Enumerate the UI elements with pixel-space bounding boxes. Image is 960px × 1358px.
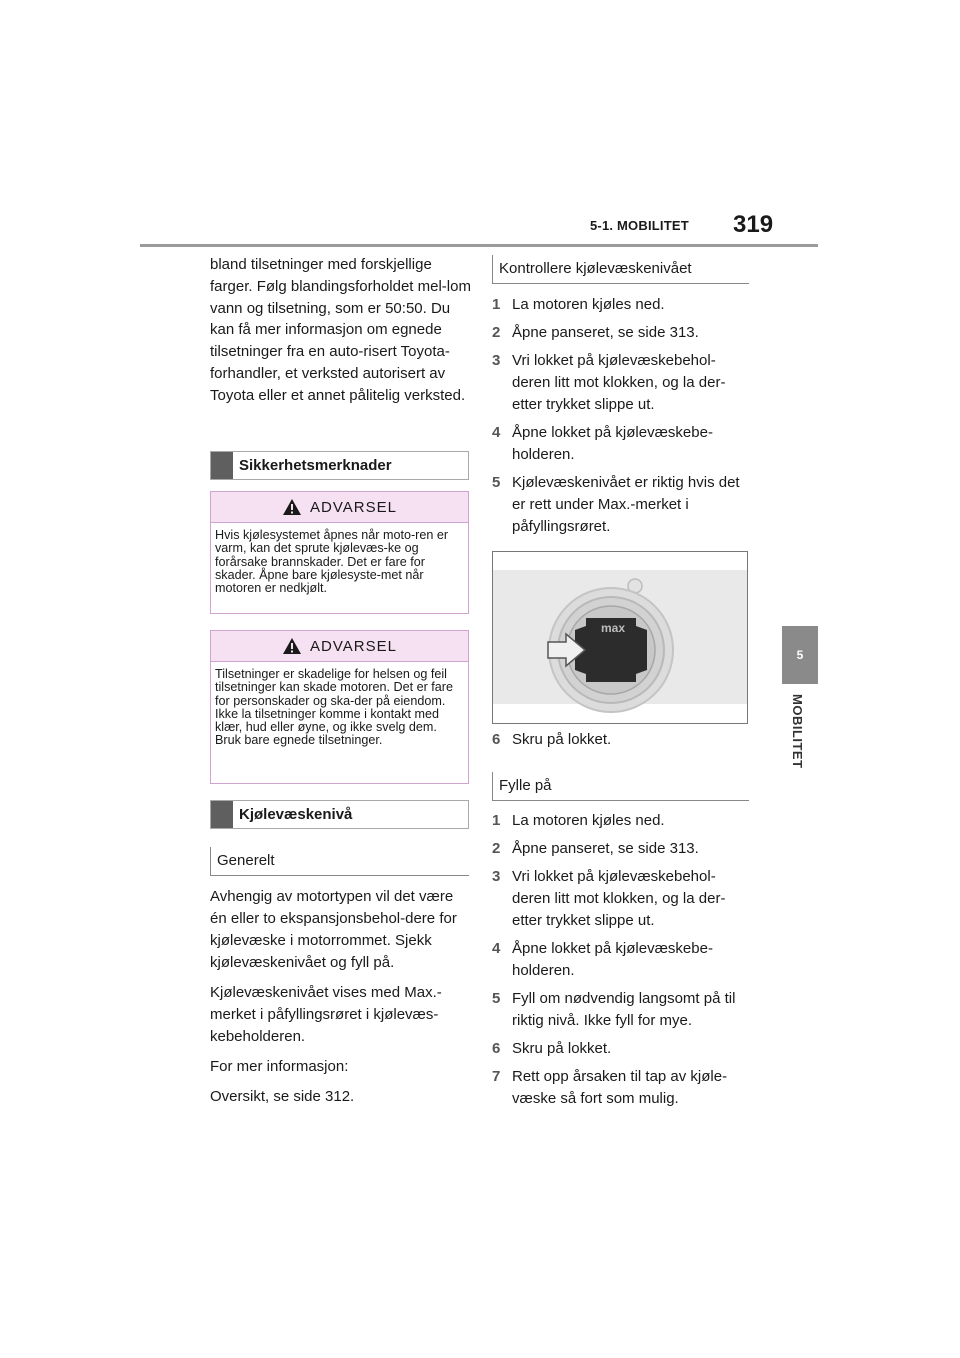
step-number: 6 (492, 731, 501, 748)
fill-subheading: Fylle på (492, 772, 749, 801)
step-number: 7 (492, 1068, 501, 1085)
max-mark: max (600, 621, 626, 635)
step-item (492, 472, 754, 538)
paragraph: Kjølevæskenivået vises med Max.-merket i påfyllingsrøret i kjølevæs-kebeholderen. (210, 984, 442, 1045)
step-text: Vri lokket på kjølevæskebehol-deren litt mot klokken, og la der-etter trykket slippe ut. (512, 352, 726, 413)
step-text: Rett opp årsaken til tap av kjøle-væske så fort som mulig. (512, 1068, 728, 1107)
step-item (492, 938, 754, 982)
intro-paragraph: bland tilsetninger med forskjellige farger. Følg blandingsforholdet mel-lom vann og tilsetning, som er 50:50. Du kan få mer informasjon om egnede tilsetninger fra en auto-risert Toyota-forhandler, et verksted autorisert av Toyota eller et annet pålitelig verksted. (210, 256, 471, 404)
step-number: 4 (492, 424, 501, 441)
warning-triangle-icon (282, 637, 302, 655)
chapter-number: 5 (796, 648, 804, 662)
step-text: Åpne panseret, se side 313. (512, 324, 699, 341)
step-text: Skru på lokket. (512, 1040, 612, 1057)
coolant-reservoir-figure (492, 551, 748, 724)
paragraph: For mer informasjon: (210, 1058, 349, 1075)
heading-marker (211, 801, 233, 828)
header-divider (140, 244, 818, 247)
step-number: 1 (492, 296, 501, 313)
step-text: Vri lokket på kjølevæskebehol-deren litt mot klokken, og la der-etter trykket slippe ut. (512, 868, 726, 929)
heading-marker (211, 452, 233, 479)
chapter-label: MOBILITET (790, 694, 805, 769)
step-number: 2 (492, 324, 501, 341)
step-item (492, 729, 754, 751)
step-text: Åpne lokket på kjølevæskebe-holderen. (512, 424, 713, 463)
step-number: 1 (492, 812, 501, 829)
step-text: Fyll om nødvendig langsomt på til riktig nivå. Ikke fyll for mye. (512, 990, 736, 1029)
step-item (492, 322, 754, 344)
warning-header (211, 631, 468, 662)
step-number: 2 (492, 840, 501, 857)
step-text: Åpne panseret, se side 313. (512, 840, 699, 857)
step-text: La motoren kjøles ned. (512, 812, 665, 829)
warning-title: ADVARSEL (310, 637, 397, 655)
warning-text: Hvis kjølesystemet åpnes når moto-ren er varm, kan det sprute kjølevæs-ke og forårsake brannskader. Det er fare for skader. Åpne bare kjølesyste-met når motoren er nedkjølt. (215, 528, 449, 596)
step-number: 6 (492, 1040, 501, 1057)
warning-text: Tilsetninger er skadelige for helsen og feil tilsetninger kan skade motoren. Det er fare for personskader og ska-der på eiendom. Ikke la tilsetninger komme i kontakt med klær, hud eller øyne, og ikke svelg dem. Bruk bare egnede tilsetninger. (215, 667, 454, 748)
step-item (492, 294, 754, 316)
step-number: 3 (492, 352, 501, 369)
general-subheading: Generelt (210, 847, 469, 876)
step-item (492, 988, 754, 1032)
step-text: Kjølevæskenivået er riktig hvis det er rett under Max.-merket i påfyllingsrøret. (512, 474, 740, 535)
step-text: Åpne lokket på kjølevæskebe-holderen. (512, 940, 713, 979)
warning-box-2 (210, 630, 469, 784)
check-steps (492, 294, 754, 544)
level-heading-text: Kjølevæskenivå (239, 806, 353, 823)
check-step-6 (492, 729, 754, 757)
paragraph: Oversikt, se side 312. (210, 1088, 355, 1105)
step-item (492, 838, 754, 860)
chapter-tab (782, 626, 818, 684)
warning-triangle-icon (282, 498, 302, 516)
safety-heading (210, 451, 469, 480)
general-body (210, 886, 472, 1116)
step-item (492, 810, 754, 832)
step-text: La motoren kjøles ned. (512, 296, 665, 313)
step-number: 4 (492, 940, 501, 957)
step-number: 5 (492, 474, 501, 491)
warning-header (211, 492, 468, 523)
step-item (492, 350, 754, 416)
warning-title: ADVARSEL (310, 498, 397, 516)
step-number: 5 (492, 990, 501, 1007)
check-subheading: Kontrollere kjølevæskenivået (492, 255, 749, 284)
safety-heading-text: Sikkerhetsmerknader (239, 457, 392, 474)
step-item (492, 866, 754, 932)
paragraph: Avhengig av motortypen vil det være én eller to ekspansjonsbehol-dere for kjølevæske i motorrommet. Sjekk kjølevæskenivået og fyll på. (210, 888, 457, 971)
page-number: 319 (733, 211, 774, 238)
level-heading (210, 800, 469, 829)
section-title: 5-1. MOBILITET (590, 218, 689, 233)
step-item (492, 1038, 754, 1060)
coolant-cap-illustration (493, 552, 747, 723)
warning-box-1 (210, 491, 469, 614)
step-text: Skru på lokket. (512, 731, 612, 748)
step-item (492, 422, 754, 466)
step-item (492, 1066, 754, 1110)
fill-steps (492, 810, 754, 1116)
step-number: 3 (492, 868, 501, 885)
